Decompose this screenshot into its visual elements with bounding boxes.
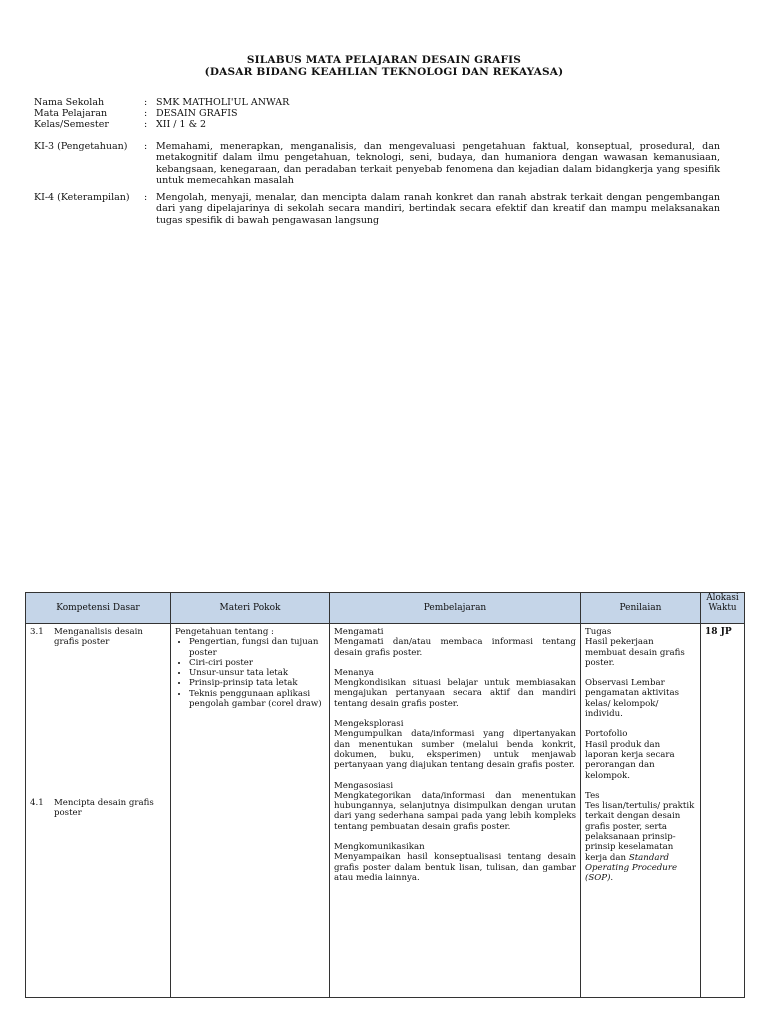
header-alokasi-waktu: Alokasi Waktu: [701, 593, 745, 624]
syllabus-table: [25, 592, 745, 998]
header-penilaian: Penilaian: [581, 593, 701, 624]
kd-number: 4.1: [30, 797, 44, 808]
ki3-colon: :: [144, 141, 148, 152]
table-row: [26, 624, 745, 998]
table-header-row: [26, 593, 745, 624]
step-text: Menyampaikan hasil konseptualisasi tentang desain grafis poster dalam bentuk lisan, tulisan, dan gambar atau media lainnya.: [334, 852, 576, 883]
list-item: • Prinsip-prinsip tata letak: [189, 678, 325, 688]
cell-kompetensi-dasar: [26, 624, 171, 998]
document-subtitle: (DASAR BIDANG KEAHLIAN TEKNOLOGI DAN REKAYASA): [204, 66, 564, 78]
penilaian-heading: Tes: [585, 790, 600, 801]
pembelajaran-step: [334, 668, 576, 709]
penilaian-text-italic: Standard Operating Procedure (SOP): [585, 852, 678, 884]
materi-list: [175, 637, 325, 709]
ki4-label: KI-4 (Keterampilan): [34, 192, 130, 203]
ki3-label: KI-3 (Pengetahuan): [34, 141, 128, 152]
header-materi-pokok: Materi Pokok: [171, 593, 330, 624]
penilaian-item: [585, 678, 696, 719]
penilaian-item: [585, 791, 696, 884]
pembelajaran-step: [334, 842, 576, 883]
list-item: • Teknis penggunaan aplikasi pengolah gambar (corel draw): [189, 689, 325, 710]
info-colon: :: [144, 119, 148, 130]
info-label: Nama Sekolah: [34, 97, 105, 108]
info-value: DESAIN GRAFIS: [156, 108, 238, 119]
ki4-text: Mengolah, menyaji, menalar, dan mencipta dalam ranah konkret dan ranah abstrak terkait dengan pengembangan dari yang dipelajarinya di sekolah secara mandiri, bertindak secara efektif dan kreatif dan mampu melaksanakan tugas spesifik di bawah pengawasan langsung: [156, 192, 720, 226]
kd-item: [30, 798, 166, 819]
penilaian-heading: Tugas: [585, 627, 612, 637]
step-text: Mengkategorikan data/informasi dan menentukan hubungannya, selanjutnya disimpulkan dengan urutan dari yang sederhana sampai pada yang lebih kompleks tentang pembuatan desain grafis poster.: [334, 790, 576, 832]
step-heading: Mengamati: [334, 627, 384, 637]
info-label: Kelas/Semester: [34, 119, 109, 130]
penilaian-text: pengamatan aktivitas kelas/ kelompok/ individu.: [585, 688, 679, 720]
step-heading: Mengkomunikasikan: [334, 842, 425, 853]
penilaian-heading: Portofolio: [585, 729, 628, 740]
penilaian-text: Hasil pekerjaan membuat desain grafis poster.: [585, 637, 685, 668]
document-title: SILABUS MATA PELAJARAN DESAIN GRAFIS: [246, 54, 522, 66]
step-text: Mengkondisikan situasi belajar untuk membiasakan mengajukan pertanyaan secara aktif dan mandiri tentang desain grafis poster.: [334, 678, 576, 709]
penilaian-text: [585, 801, 696, 883]
step-text: Mengumpulkan data/informasi yang dipertanyakan dan menentukan sumber (melalui benda konkrit, dokumen, buku, eksperimen) untuk menjawab pertanyaan yang diajukan tentang desain grafis poster.: [334, 729, 576, 771]
info-colon: :: [144, 97, 148, 108]
penilaian-heading: Observasi Lembar: [585, 678, 665, 689]
materi-intro: Pengetahuan tentang :: [175, 627, 274, 637]
info-value: XII / 1 & 2: [156, 119, 207, 130]
pembelajaran-step: [334, 781, 576, 832]
cell-pembelajaran: [330, 624, 581, 998]
cell-penilaian: [581, 624, 701, 998]
kd-number: 3.1: [30, 627, 44, 637]
info-value: SMK MATHOLI'UL ANWAR: [156, 97, 290, 108]
header-pembelajaran: Pembelajaran: [330, 593, 581, 624]
header-kompetensi-dasar: Kompetensi Dasar: [26, 593, 171, 624]
penilaian-text-tail: .: [610, 873, 614, 884]
penilaian-text: Hasil produk dan laporan kerja secara perorangan dan kelompok.: [585, 739, 675, 781]
list-item: • Pengertian, fungsi dan tujuan poster: [189, 637, 325, 658]
penilaian-item: [585, 729, 696, 780]
ki4-colon: :: [144, 192, 148, 203]
kd-item: [30, 627, 166, 648]
cell-alokasi-waktu: [701, 624, 745, 998]
step-heading: Menanya: [334, 667, 375, 678]
alokasi-value: 18 JP: [705, 627, 732, 637]
kd-text: Mencipta desain grafis poster: [54, 797, 154, 818]
penilaian-text-main: Tes lisan/tertulis/ praktik terkait dengan desain grafis poster, serta pelaksanaan prinsip-prinsip keselamatan kerja dan: [585, 801, 695, 863]
cell-materi-pokok: [171, 624, 330, 998]
pembelajaran-step: [334, 719, 576, 770]
kd-text: Menganalisis desain grafis poster: [54, 627, 143, 648]
list-item: • Unsur-unsur tata letak: [189, 668, 325, 678]
pembelajaran-step: [334, 627, 576, 658]
ki3-text: Memahami, menerapkan, menganalisis, dan mengevaluasi pengetahuan faktual, konseptual, prosedural, dan metakognitif dalam ilmu pengetahuan, teknologi, seni, budaya, dan humaniora dengan wawasan kemanusiaan, kebangsaan, kenegaraan, dan peradaban terkait penyebab fenomena dan kejadian dalam bidangkerja yang spesifik untuk memecahkan masalah: [156, 141, 720, 186]
step-heading: Mengeksplorasi: [334, 719, 404, 730]
info-label: Mata Pelajaran: [34, 108, 108, 119]
penilaian-item: [585, 627, 696, 668]
info-colon: :: [144, 108, 148, 119]
step-text: Mengamati dan/atau membaca informasi tentang desain grafis poster.: [334, 637, 576, 658]
list-item: • Ciri-ciri poster: [189, 658, 325, 668]
step-heading: Mengasosiasi: [334, 780, 394, 791]
